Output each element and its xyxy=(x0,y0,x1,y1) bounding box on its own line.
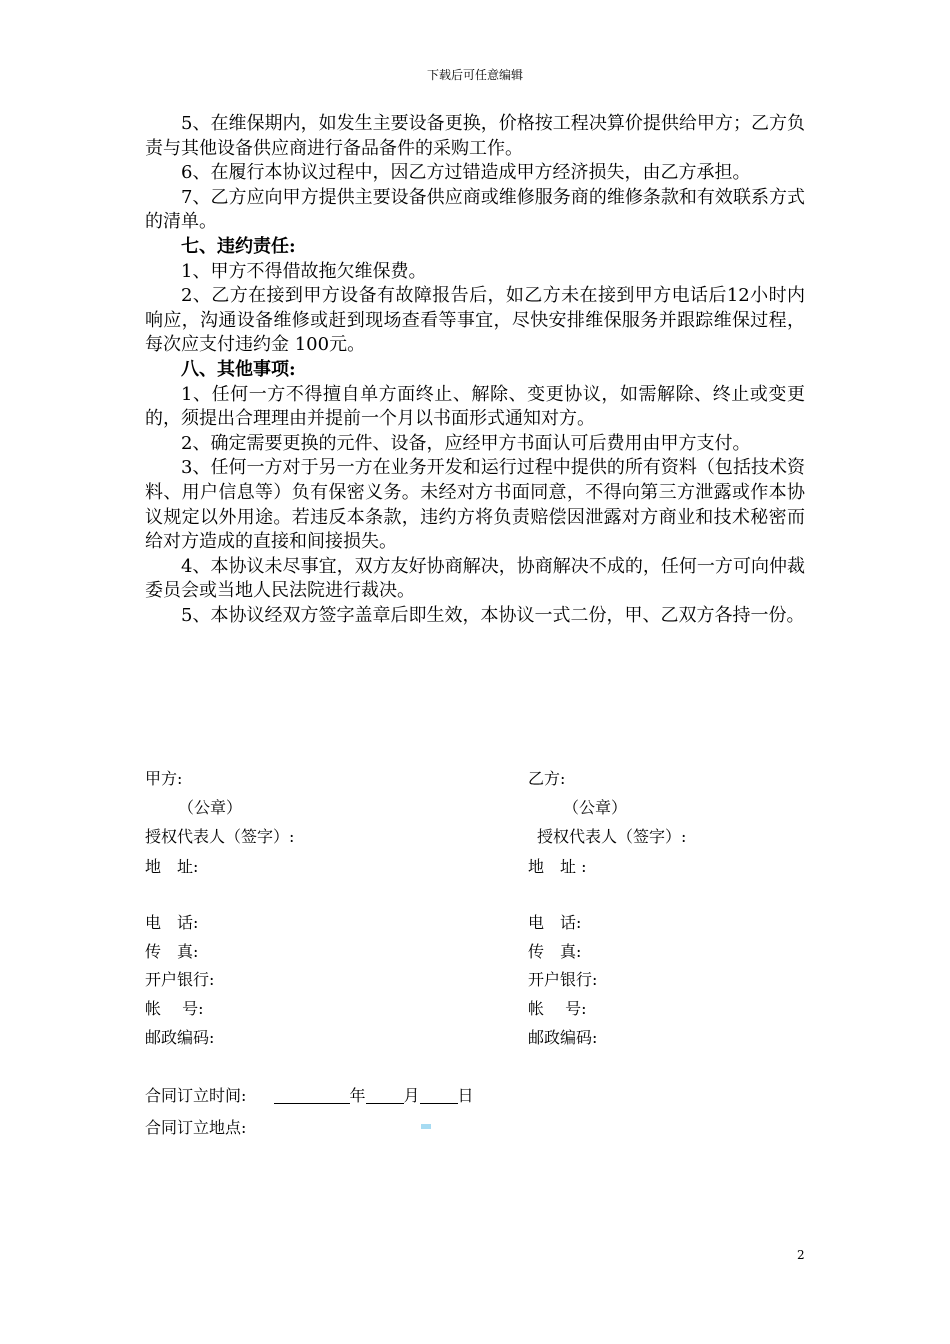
party-b-address: 地 址 : xyxy=(528,857,587,876)
month-blank xyxy=(366,1087,404,1104)
page-number: 2 xyxy=(797,1248,805,1262)
party-b-postcode: 邮政编码: xyxy=(528,1028,598,1047)
section-heading: 七、违约责任: xyxy=(181,235,296,257)
party-b-representative: 授权代表人（签字）: xyxy=(537,827,687,846)
party-b-seal: （公章） xyxy=(563,798,628,817)
month-label: 月 xyxy=(403,1086,420,1105)
party-a-phone: 电 话: xyxy=(145,913,199,932)
clause-paragraph: 5、在维保期内，如发生主要设备更换，价格按工程决算价提供给甲方；乙方负责与其他设备供应商进行备品备件的采购工作。 xyxy=(145,113,805,159)
party-a-seal: （公章） xyxy=(178,798,243,817)
party-a-title: 甲方: xyxy=(145,769,183,788)
clause-paragraph: 2、乙方在接到甲方设备有故障报告后，如乙方未在接到甲方电话后12小时内响应，沟通设备维修或赶到现场查看等事宜，尽快安排维保服务并跟踪维保过程，每次应支付违约金 100元。 xyxy=(145,285,805,356)
clause-paragraph: 1、甲方不得借故拖欠维保费。 xyxy=(181,260,427,282)
clause-paragraph: 3、任何一方对于另一方在业务开发和运行过程中提供的所有资料（包括技术资料、用户信息等）负有保密义务。未经对方书面同意，不得向第三方泄露或作本协议规定以外用途。若违反本条款，违约方将负责赔偿因泄露对方商业和技术秘密而给对方造成的直接和间接损失。 xyxy=(145,457,805,553)
day-blank xyxy=(420,1087,458,1104)
contract-place-label: 合同订立地点: xyxy=(145,1118,247,1137)
party-a-representative: 授权代表人（签字）: xyxy=(145,827,295,846)
clause-paragraph: 2、确定需要更换的元件、设备，应经甲方书面认可后费用由甲方支付。 xyxy=(181,432,751,454)
party-a-postcode: 邮政编码: xyxy=(145,1028,215,1047)
party-a-account: 帐 号: xyxy=(145,999,204,1018)
party-b-phone: 电 话: xyxy=(528,913,582,932)
contract-time-line xyxy=(145,1083,474,1106)
party-a-bank: 开户银行: xyxy=(145,970,215,989)
year-blank xyxy=(274,1087,350,1104)
party-b-account: 帐 号: xyxy=(528,999,587,1018)
clause-paragraph: 1、任何一方不得擅自单方面终止、解除、变更协议，如需解除、终止或变更的，须提出合理理由并提前一个月以书面形式通知对方。 xyxy=(145,383,805,430)
clause-paragraph: 6、在履行本协议过程中，因乙方过错造成甲方经济损失，由乙方承担。 xyxy=(181,162,751,184)
page-header: 下载后可任意编辑 xyxy=(426,68,523,82)
party-b-bank: 开户银行: xyxy=(528,970,598,989)
clause-paragraph: 4、本协议未尽事宜，双方友好协商解决，协商解决不成的，任何一方可向仲裁委员会或当地人民法院进行裁决。 xyxy=(145,555,805,602)
contract-time-label: 合同订立时间: xyxy=(145,1086,247,1105)
year-label: 年 xyxy=(349,1086,366,1105)
party-b-title: 乙方: xyxy=(528,769,566,788)
clause-paragraph: 7、乙方应向甲方提供主要设备供应商或维修服务商的维修条款和有效联系方式的清单。 xyxy=(145,186,805,233)
party-a-fax: 传 真: xyxy=(145,942,199,961)
day-label: 日 xyxy=(457,1086,474,1105)
clause-paragraph: 5、本协议经双方签字盖章后即生效，本协议一式二份，甲、乙双方各持一份。 xyxy=(181,604,805,626)
party-b-fax: 传 真: xyxy=(528,942,582,961)
contract-body xyxy=(145,112,805,628)
party-a-address: 地 址: xyxy=(145,857,199,876)
highlight-mark xyxy=(421,1124,431,1129)
section-heading: 八、其他事项: xyxy=(181,358,296,380)
